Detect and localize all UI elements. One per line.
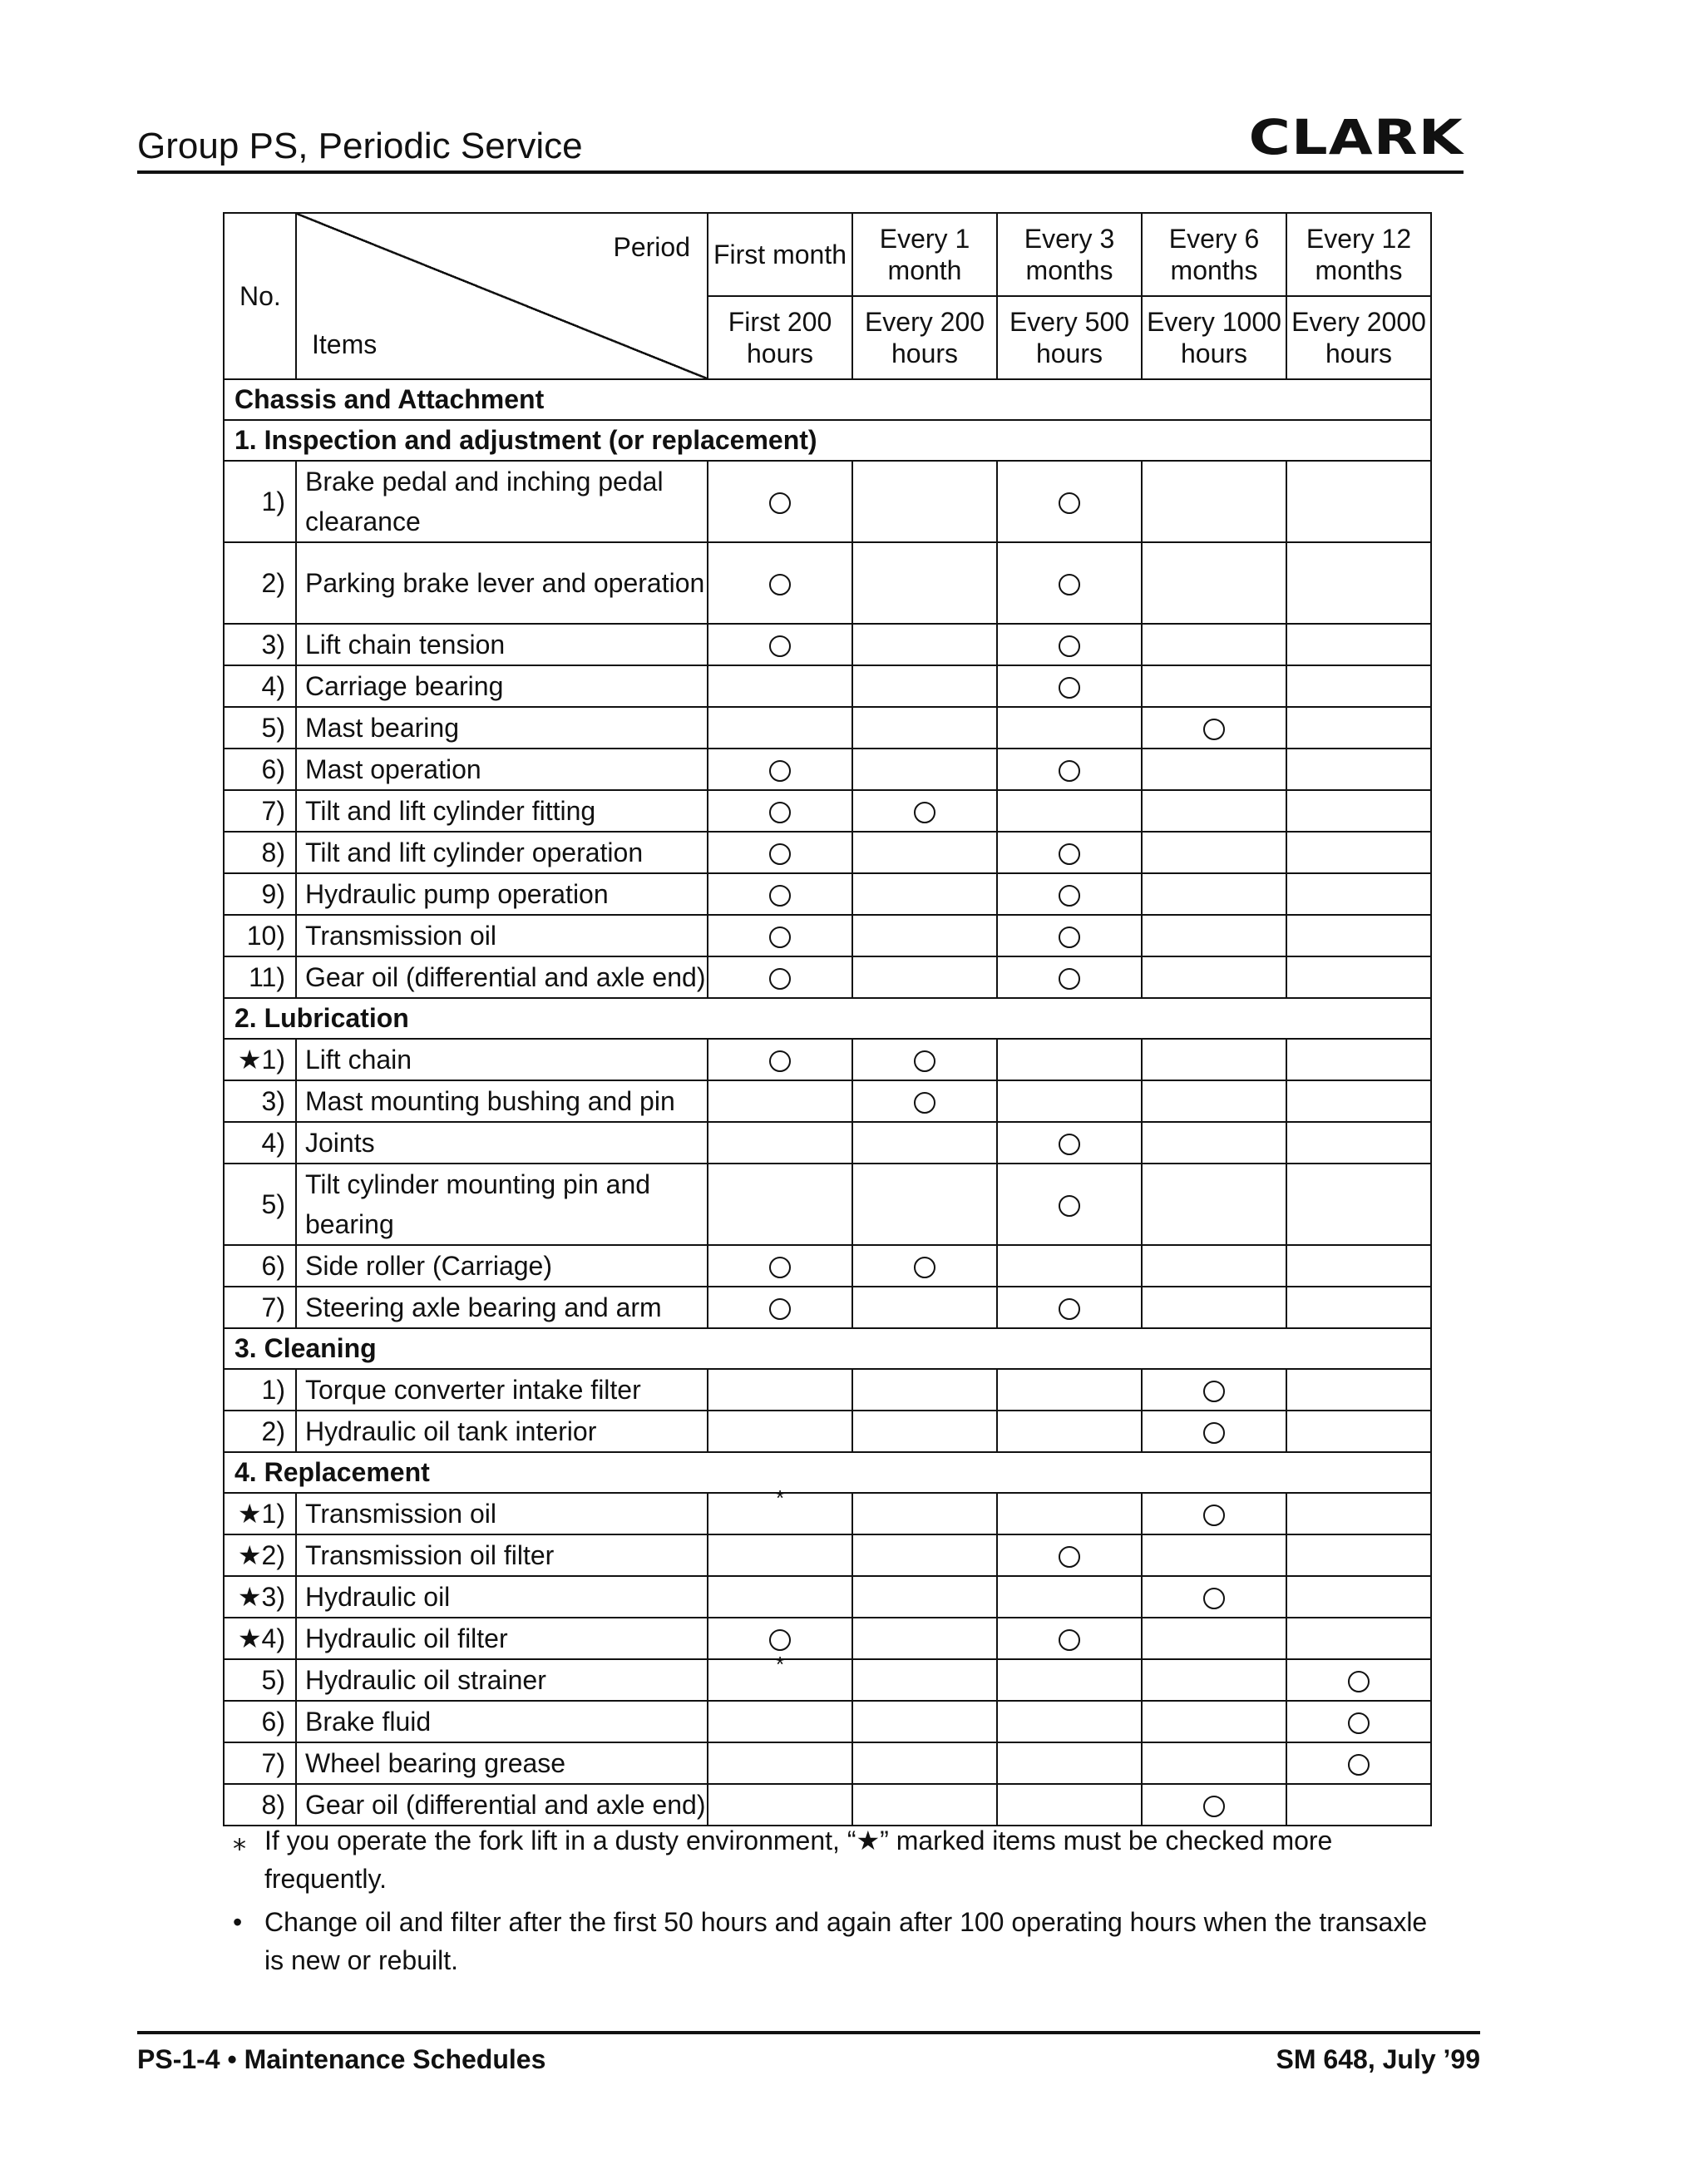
schedule-cell [1286,873,1431,915]
schedule-cell [1286,1164,1431,1245]
schedule-cell [997,1245,1142,1287]
schedule-cell [1286,1122,1431,1164]
schedule-cell [852,1411,997,1452]
schedule-cell [1142,1164,1286,1245]
schedule-cell [708,624,852,665]
service-circle-icon [769,760,791,782]
schedule-cell [1286,1369,1431,1411]
schedule-cell [1142,1618,1286,1659]
item-name: Brake fluid [296,1701,708,1742]
item-number: ★2) [224,1534,296,1576]
schedule-cell [1286,624,1431,665]
service-circle-icon [769,802,791,823]
schedule-cell [708,542,852,624]
schedule-cell [708,1080,852,1122]
schedule-cell [997,665,1142,707]
schedule-cell [708,1701,852,1742]
table-row [224,956,1431,998]
schedule-cell [1286,1493,1431,1534]
schedule-cell [997,707,1142,749]
section-row [224,379,1431,420]
schedule-cell [1142,1742,1286,1784]
service-circle-icon [1059,1629,1080,1651]
schedule-cell [708,1164,852,1245]
schedule-cell [1286,1534,1431,1576]
schedule-cell [997,1784,1142,1826]
schedule-cell [708,1576,852,1618]
item-number: 9) [224,873,296,915]
table-row [224,1534,1431,1576]
schedule-cell [852,915,997,956]
hours-header: Every 1000 hours [1142,296,1286,379]
section-row [224,998,1431,1039]
service-circle-icon [1348,1671,1370,1692]
schedule-cell [708,1122,852,1164]
table-row [224,1080,1431,1122]
period-header: Every 1 month [852,213,997,296]
schedule-cell [1142,624,1286,665]
schedule-cell [1286,461,1431,542]
schedule-cell [997,915,1142,956]
schedule-cell [708,461,852,542]
asterisk-mark: * [775,1485,785,1510]
schedule-cell [1286,542,1431,624]
schedule-cell [708,1245,852,1287]
item-name: Hydraulic oil tank interior [296,1411,708,1452]
schedule-cell [1142,1122,1286,1164]
period-header: First month [708,213,852,296]
item-name: Transmission oil [296,1493,708,1534]
item-number: 7) [224,1287,296,1328]
item-name: Brake pedal and inching pedal clearance [296,461,708,542]
table-row [224,1369,1431,1411]
schedule-cell [997,832,1142,873]
item-name: Hydraulic oil strainer [296,1659,708,1701]
service-circle-icon [769,1298,791,1320]
item-name: Torque converter intake filter [296,1369,708,1411]
schedule-cell [708,1485,852,1534]
service-circle-icon [914,1257,935,1278]
schedule-cell [997,1287,1142,1328]
service-circle-icon [1203,1796,1225,1817]
item-name: Transmission oil [296,915,708,956]
item-name: Hydraulic oil filter [296,1618,708,1659]
schedule-cell [997,1576,1142,1618]
schedule-cell [708,873,852,915]
no-column-header: No. [224,213,296,379]
schedule-cell [708,915,852,956]
schedule-cell [997,1493,1142,1534]
item-number: 3) [224,624,296,665]
item-number: ★4) [224,1618,296,1659]
service-circle-icon [914,1050,935,1072]
item-name: Parking brake lever and operation [296,542,708,624]
schedule-cell [852,1080,997,1122]
service-circle-icon [769,1257,791,1278]
schedule-cell [708,1534,852,1576]
item-number: 3) [224,1080,296,1122]
item-number: 4) [224,665,296,707]
service-circle-icon [769,492,791,514]
service-circle-icon [914,802,935,823]
item-name: Gear oil (differential and axle end) [296,956,708,998]
schedule-cell [1286,1411,1431,1452]
schedule-cell [1286,1742,1431,1784]
schedule-cell [1142,1701,1286,1742]
schedule-cell [852,832,997,873]
item-number: ★1) [224,1039,296,1080]
period-header: Every 6 months [1142,213,1286,296]
table-row [224,1701,1431,1742]
service-circle-icon [1203,1422,1225,1444]
schedule-cell [708,1411,852,1452]
schedule-cell [997,956,1142,998]
service-circle-icon [769,635,791,657]
schedule-cell [1142,1287,1286,1328]
table-row [224,749,1431,790]
schedule-cell [852,1122,997,1164]
table-row [224,790,1431,832]
item-name: Tilt and lift cylinder fitting [296,790,708,832]
service-circle-icon [1203,1505,1225,1526]
table-row [224,1659,1431,1701]
schedule-cell [1142,1411,1286,1452]
item-name: Joints [296,1122,708,1164]
schedule-cell [708,1651,852,1701]
note-symbol: • [233,1907,243,1937]
schedule-cell [852,1618,997,1659]
item-number: 7) [224,1742,296,1784]
schedule-cell [708,665,852,707]
schedule-cell [1142,542,1286,624]
item-name: Carriage bearing [296,665,708,707]
schedule-cell [1142,1576,1286,1618]
period-label: Period [613,232,690,262]
schedule-cell [852,749,997,790]
service-circle-icon [1059,1134,1080,1155]
service-circle-icon [1059,574,1080,595]
period-header: Every 12 months [1286,213,1431,296]
table-row [224,915,1431,956]
schedule-cell [708,956,852,998]
item-number: 1) [224,1369,296,1411]
item-number: 2) [224,542,296,624]
footer-doc-id: SM 648, July ’99 [1276,2044,1480,2074]
period-items-header [296,213,708,379]
item-name: Transmission oil filter [296,1534,708,1576]
service-circle-icon [1059,1298,1080,1320]
schedule-cell [1286,832,1431,873]
schedule-cell [1142,707,1286,749]
schedule-cell [997,1742,1142,1784]
schedule-cell [1142,873,1286,915]
schedule-cell [1286,1701,1431,1742]
table-row [224,1287,1431,1328]
table-row [224,1784,1431,1826]
schedule-cell [1142,1369,1286,1411]
schedule-cell [852,1701,997,1742]
service-circle-icon [769,885,791,907]
schedule-cell [1142,749,1286,790]
schedule-cell [852,1245,997,1287]
schedule-cell [1286,749,1431,790]
page-header [137,109,1464,174]
schedule-cell [708,707,852,749]
table-row [224,461,1431,542]
service-circle-icon [1059,760,1080,782]
schedule-cell [852,1369,997,1411]
schedule-cell [1286,1245,1431,1287]
schedule-cell [852,1659,997,1701]
table-row [224,1164,1431,1245]
service-circle-icon [1059,492,1080,514]
schedule-cell [1286,1618,1431,1659]
period-header: Every 3 months [997,213,1142,296]
schedule-cell [852,1039,997,1080]
section-title: 3. Cleaning [224,1328,1431,1369]
item-name: Side roller (Carriage) [296,1245,708,1287]
service-circle-icon [769,926,791,948]
schedule-cell [997,1701,1142,1742]
schedule-cell [1142,1080,1286,1122]
schedule-cell [1286,1659,1431,1701]
schedule-cell [997,1618,1142,1659]
schedule-cell [1142,1534,1286,1576]
schedule-cell [997,1164,1142,1245]
schedule-cell [852,790,997,832]
schedule-cell [1142,1493,1286,1534]
item-number: 2) [224,1411,296,1452]
note-symbol: ⁎ [233,1826,246,1855]
schedule-cell [852,1493,997,1534]
maintenance-schedule-table [223,212,1432,1826]
service-circle-icon [1059,1546,1080,1568]
hours-header: Every 200 hours [852,296,997,379]
service-circle-icon [769,1629,791,1651]
schedule-cell [997,1122,1142,1164]
schedule-cell [852,1287,997,1328]
schedule-cell [997,1080,1142,1122]
item-name: Hydraulic pump operation [296,873,708,915]
schedule-cell [1286,1080,1431,1122]
schedule-cell [708,832,852,873]
section-row [224,1452,1431,1493]
item-number: 5) [224,1164,296,1245]
schedule-cell [1286,1576,1431,1618]
schedule-cell [1142,461,1286,542]
item-name: Tilt and lift cylinder operation [296,832,708,873]
schedule-cell [997,542,1142,624]
schedule-cell [1142,956,1286,998]
schedule-cell [852,542,997,624]
item-number: 6) [224,1245,296,1287]
schedule-cell [708,749,852,790]
item-number: ★3) [224,1576,296,1618]
table-row [224,1039,1431,1080]
schedule-cell [997,1659,1142,1701]
asterisk-mark: * [775,1651,785,1677]
schedule-cell [1142,1659,1286,1701]
item-name: Mast mounting bushing and pin [296,1080,708,1122]
schedule-cell [1142,790,1286,832]
schedule-cell [1142,1784,1286,1826]
schedule-cell [708,1287,852,1328]
item-name: Hydraulic oil [296,1576,708,1618]
service-circle-icon [1203,1381,1225,1402]
section-title: 2. Lubrication [224,998,1431,1039]
service-circle-icon [1348,1712,1370,1734]
schedule-cell [1142,665,1286,707]
hours-header: Every 500 hours [997,296,1142,379]
item-name: Tilt cylinder mounting pin and bearing [296,1164,708,1245]
schedule-cell [852,707,997,749]
schedule-cell [852,1534,997,1576]
schedule-cell [1142,1245,1286,1287]
item-name: Lift chain [296,1039,708,1080]
header-row-period [224,213,1431,296]
service-circle-icon [1059,968,1080,990]
page-title: Group PS, Periodic Service [137,126,583,166]
schedule-cell [708,1784,852,1826]
schedule-cell [1142,915,1286,956]
item-number: 8) [224,1784,296,1826]
service-circle-icon [1203,1588,1225,1609]
schedule-cell [852,1784,997,1826]
hours-header: First 200 hours [708,296,852,379]
schedule-cell [997,461,1142,542]
schedule-cell [1286,956,1431,998]
schedule-cell [1142,832,1286,873]
item-number: ★1) [224,1493,296,1534]
item-number: 10) [224,915,296,956]
note-text: Change oil and filter after the first 50 hours and again after 100 operating hours when the transaxle is new or rebuilt. [264,1907,1428,1975]
service-circle-icon [769,968,791,990]
schedule-cell [997,624,1142,665]
schedule-cell [1286,1039,1431,1080]
notes [233,1821,1439,1984]
item-number: 6) [224,1701,296,1742]
schedule-cell [852,956,997,998]
page-footer [137,2031,1480,2074]
schedule-cell [852,1576,997,1618]
service-circle-icon [1059,885,1080,907]
item-name: Gear oil (differential and axle end) [296,1784,708,1826]
table-row [224,873,1431,915]
schedule-cell [1142,1039,1286,1080]
note [233,1903,1439,1979]
item-name: Mast operation [296,749,708,790]
service-circle-icon [1059,1195,1080,1217]
table-row [224,832,1431,873]
service-circle-icon [1059,926,1080,948]
item-number: 5) [224,1659,296,1701]
table-row [224,1576,1431,1618]
schedule-cell [997,1369,1142,1411]
section-title: 1. Inspection and adjustment (or replacement) [224,420,1431,461]
schedule-cell [1286,915,1431,956]
schedule-cell [997,1534,1142,1576]
item-number: 7) [224,790,296,832]
schedule-cell [997,749,1142,790]
section-title: Chassis and Attachment [224,379,1431,420]
item-number: 1) [224,461,296,542]
footer-section: PS-1-4 • Maintenance Schedules [137,2044,546,2074]
schedule-cell [708,790,852,832]
schedule-cell [1286,707,1431,749]
schedule-cell [852,873,997,915]
service-circle-icon [1059,677,1080,699]
schedule-cell [1286,1287,1431,1328]
item-name: Steering axle bearing and arm [296,1287,708,1328]
table-row [224,542,1431,624]
note [233,1821,1439,1898]
schedule-cell [1286,790,1431,832]
table-row [224,624,1431,665]
section-title: 4. Replacement [224,1452,1431,1493]
table-row [224,1245,1431,1287]
service-circle-icon [769,1050,791,1072]
service-circle-icon [1203,719,1225,740]
schedule-cell [708,1369,852,1411]
schedule-cell [852,461,997,542]
section-row [224,1328,1431,1369]
item-name: Lift chain tension [296,624,708,665]
clark-logo: CLARK [1248,109,1464,166]
table-row [224,1122,1431,1164]
schedule-cell [708,1039,852,1080]
schedule-cell [708,1742,852,1784]
service-circle-icon [1059,843,1080,865]
service-circle-icon [769,574,791,595]
table-row [224,1411,1431,1452]
service-circle-icon [1348,1754,1370,1776]
table-row [224,707,1431,749]
table-row [224,1742,1431,1784]
note-text: If you operate the fork lift in a dusty environment, “★” marked items must be checked more frequently. [264,1826,1333,1894]
item-name: Wheel bearing grease [296,1742,708,1784]
item-number: 11) [224,956,296,998]
item-name: Mast bearing [296,707,708,749]
item-number: 4) [224,1122,296,1164]
service-circle-icon [769,843,791,865]
item-number: 5) [224,707,296,749]
schedule-cell [1286,1784,1431,1826]
schedule-cell [997,873,1142,915]
table-row [224,665,1431,707]
item-number: 8) [224,832,296,873]
items-label: Items [312,329,378,359]
schedule-cell [997,790,1142,832]
schedule-cell [852,1164,997,1245]
schedule-cell [997,1039,1142,1080]
schedule-cell [852,624,997,665]
table-row [224,1618,1431,1659]
service-circle-icon [914,1092,935,1114]
schedule-cell [1286,665,1431,707]
table-row [224,1493,1431,1534]
item-number: 6) [224,749,296,790]
schedule-cell [997,1411,1142,1452]
hours-header: Every 2000 hours [1286,296,1431,379]
section-row [224,420,1431,461]
service-circle-icon [1059,635,1080,657]
schedule-cell [852,665,997,707]
schedule-cell [852,1742,997,1784]
